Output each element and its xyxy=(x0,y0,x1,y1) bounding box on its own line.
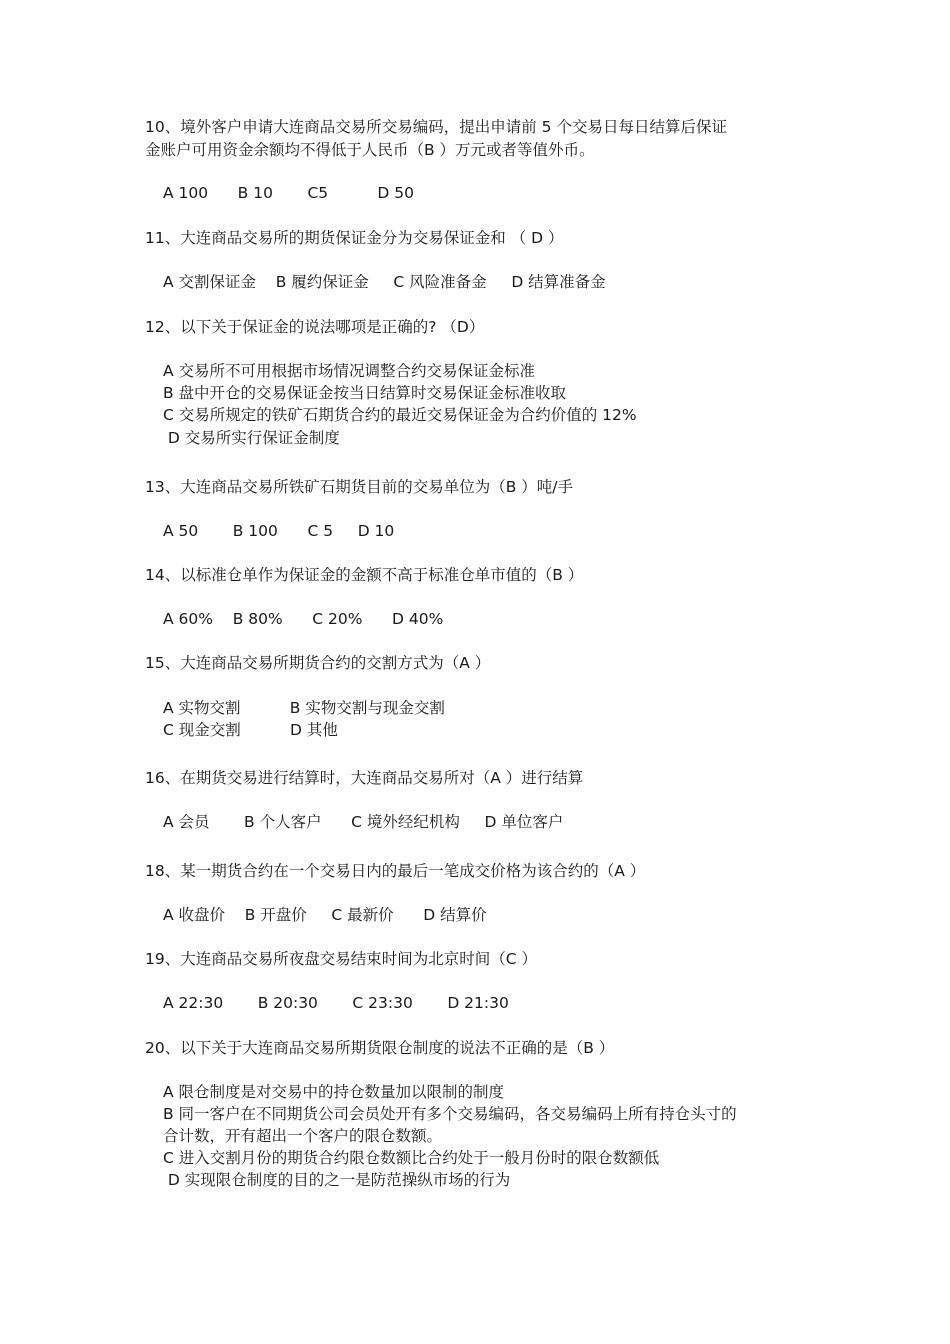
q20-option-c: C 进入交割月份的期货合约限仓数额比合约处于一般月份时的限仓数额低 xyxy=(163,1149,660,1167)
q13-options: A 50 B 100 C 5 D 10 xyxy=(163,522,395,540)
q10-stem-line-1: 10、境外客户申请大连商品交易所交易编码，提出申请前 5 个交易日每日结算后保证 xyxy=(145,118,727,136)
q18-stem: 18、某一期货合约在一个交易日内的最后一笔成交价格为该合约的（A ） xyxy=(145,862,646,880)
q20-stem: 20、以下关于大连商品交易所期货限仓制度的说法不正确的是（B ） xyxy=(145,1039,615,1057)
q12-option-c: C 交易所规定的铁矿石期货合约的最近交易保证金为合约价值的 12% xyxy=(163,406,637,424)
q10-options: A 100 B 10 C5 D 50 xyxy=(163,184,414,202)
q12-option-a: A 交易所不可用根据市场情况调整合约交易保证金标准 xyxy=(163,362,536,380)
q14-options: A 60% B 80% C 20% D 40% xyxy=(163,610,444,628)
q12-option-b: B 盘中开仓的交易保证金按当日结算时交易保证金标准收取 xyxy=(163,384,567,402)
q16-options: A 会员 B 个人客户 C 境外经纪机构 D 单位客户 xyxy=(163,813,564,831)
q20-option-b-line-2: 合计数，开有超出一个客户的限仓数额。 xyxy=(163,1127,443,1145)
q20-option-a: A 限仓制度是对交易中的持仓数量加以限制的制度 xyxy=(163,1083,505,1101)
q16-stem: 16、在期货交易进行结算时，大连商品交易所对（A ）进行结算 xyxy=(145,769,584,787)
q11-stem: 11、大连商品交易所的期货保证金分为交易保证金和 （ D ） xyxy=(145,229,564,247)
q15-stem: 15、大连商品交易所期货合约的交割方式为（A ） xyxy=(145,654,491,672)
q15-options-row-2: C 现金交割 D 其他 xyxy=(163,721,338,739)
q19-options: A 22:30 B 20:30 C 23:30 D 21:30 xyxy=(163,994,509,1012)
q13-stem: 13、大连商品交易所铁矿石期货目前的交易单位为（B ）吨/手 xyxy=(145,478,574,496)
q19-stem: 19、大连商品交易所夜盘交易结束时间为北京时间（C ） xyxy=(145,950,537,968)
q11-options: A 交割保证金 B 履约保证金 C 风险准备金 D 结算准备金 xyxy=(163,273,606,291)
q15-options-row-1: A 实物交割 B 实物交割与现金交割 xyxy=(163,699,445,717)
q12-option-d: D 交易所实行保证金制度 xyxy=(163,429,340,447)
q12-stem: 12、以下关于保证金的说法哪项是正确的? （D） xyxy=(145,318,485,336)
q14-stem: 14、以标准仓单作为保证金的金额不高于标准仓单市值的（B ） xyxy=(145,566,584,584)
q20-option-b-line-1: B 同一客户在不同期货公司会员处开有多个交易编码，各交易编码上所有持仓头寸的 xyxy=(163,1105,737,1123)
q20-option-d: D 实现限仓制度的目的之一是防范操纵市场的行为 xyxy=(163,1171,511,1189)
q10-stem-line-2: 金账户可用资金余额均不得低于人民币（B ）万元或者等值外币。 xyxy=(145,141,595,159)
q18-options: A 收盘价 B 开盘价 C 最新价 D 结算价 xyxy=(163,906,487,924)
